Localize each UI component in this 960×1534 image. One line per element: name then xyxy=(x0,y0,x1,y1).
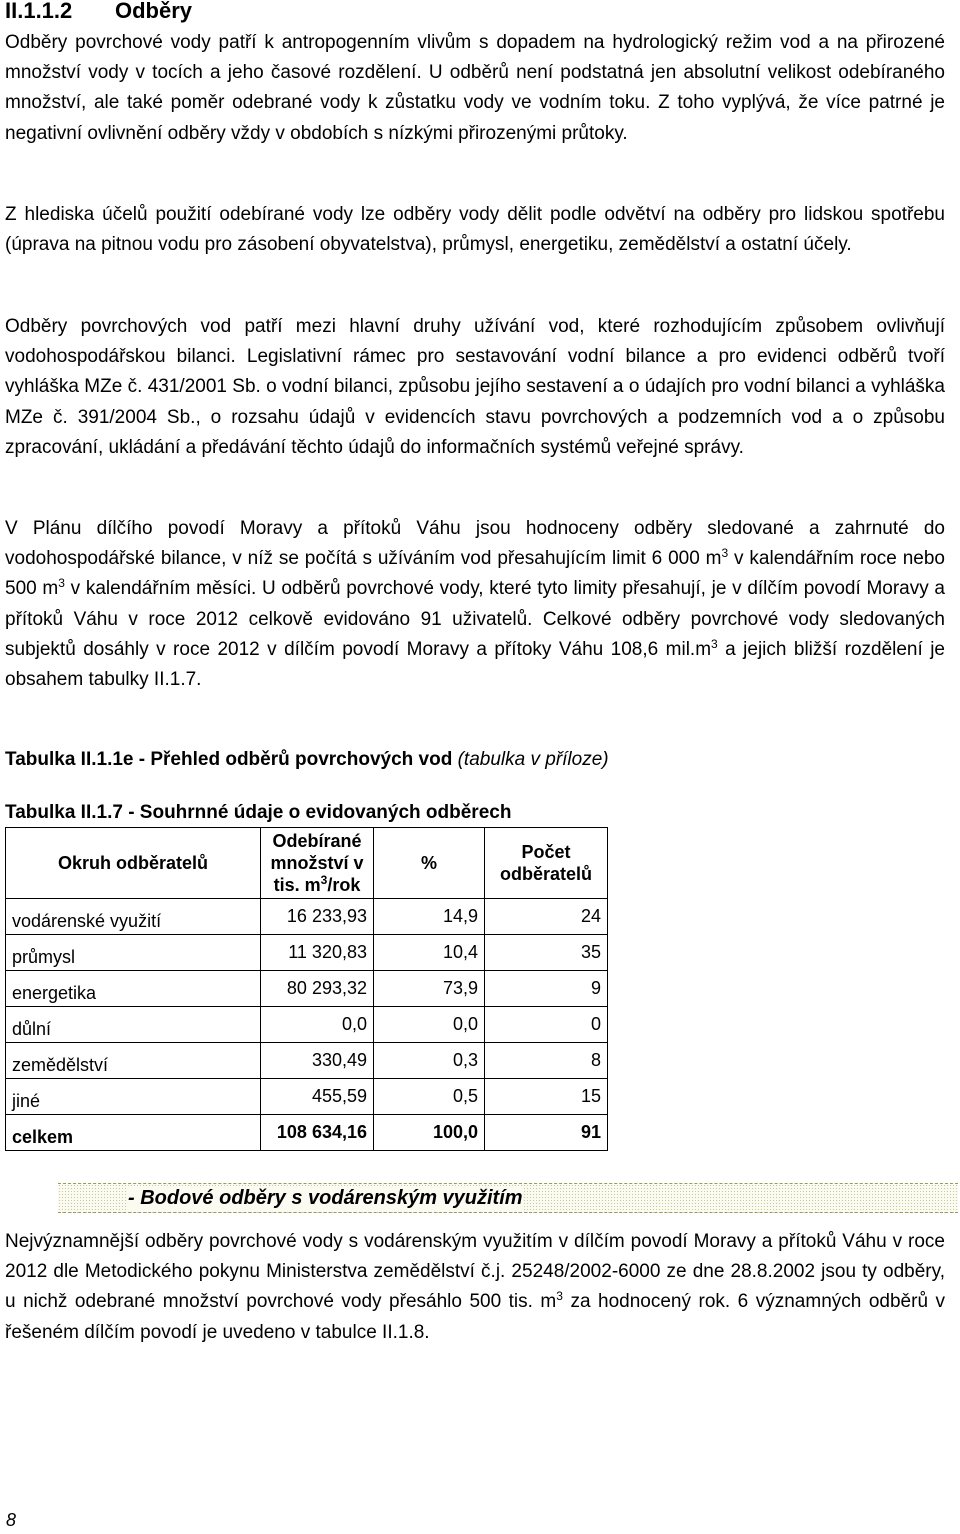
table-reference xyxy=(5,747,609,773)
table-row xyxy=(6,971,608,1007)
cell-pct: 0,5 xyxy=(374,1079,485,1115)
section-number: II.1.1.2 xyxy=(5,0,73,23)
table-row xyxy=(6,1079,608,1115)
cell-name: vodárenské využití xyxy=(6,899,261,935)
text-run: v kalendářním roce nebo 500 m xyxy=(5,548,945,600)
paragraph-purposes: Z hlediska účelů použití odebírané vody lze odběry vody dělit podle odvětví na odběry pro lidskou spotřebu (úprava na pitnou vodu pro zásobení obyvatelstva), průmysl, energetiku, zemědělství a ostatní účely. xyxy=(5,204,945,256)
cell-amount: 16 233,93 xyxy=(261,899,374,935)
cell-amount: 0,0 xyxy=(261,1007,374,1043)
cell-pct: 73,9 xyxy=(374,971,485,1007)
text-run: za hodnocený rok. 6 významných odběrů v řešeném dílčím povodí je uvedeno v tabulce II.1.8. xyxy=(5,1291,946,1343)
text-run: , o rozsahu údajů v evidencích stavu povrchových a podzemních vod a o způsobu zpracování, ukládání a předávání těchto údajů do informačních systémů veřejné správy. xyxy=(5,406,945,458)
cell-amount: 108 634,16 xyxy=(261,1115,374,1151)
superscript: 3 xyxy=(721,546,729,561)
text-run: a jejich bližší rozdělení je obsahem tabulky II.1.7. xyxy=(5,638,945,691)
paragraph-plan xyxy=(5,514,945,695)
cell-count: 0 xyxy=(485,1007,608,1043)
section-heading xyxy=(5,0,192,26)
header-percent: % xyxy=(374,828,485,899)
cell-amount: 11 320,83 xyxy=(261,935,374,971)
table-total-row xyxy=(6,1115,608,1151)
table-row xyxy=(6,899,608,935)
paragraph-legislation xyxy=(5,312,945,463)
text-run: Nejvýznamnější odběry povrchové vody s vodárenským využitím v dílčím povodí Moravy a přítoků Váhu v roce 2012 dle Metodického pokynu Ministerstva zemědělství č.j. 25248/2002-6000 ze dne 28.8.2002 jsou ty odběry, u nichž odebrané množství povrchové vody přesáhlo 500 tis. m xyxy=(5,1231,945,1313)
cell-name: důlní xyxy=(6,1007,261,1043)
cell-amount: 330,49 xyxy=(261,1043,374,1079)
superscript: 3 xyxy=(58,576,65,591)
text-run: V Plánu dílčího povodí Moravy a přítoků Váhu jsou hodnoceny odběry sledované a zahrnuté do vodohospodářské bilance, v níž se počítá s užíváním vod přesahujícím limit 6 000 m xyxy=(5,518,945,570)
subsection-banner xyxy=(58,1183,958,1213)
header-text: Odebírané množství v tis. m xyxy=(270,831,364,895)
table-header-row xyxy=(6,828,608,899)
page-number: 8 xyxy=(6,1510,17,1530)
cell-pct: 100,0 xyxy=(374,1115,485,1151)
subsection-title: - Bodové odběry s vodárenským využitím xyxy=(128,1187,523,1209)
text-run: Odběry povrchových vod patří mezi hlavní druhy užívání vod, které rozhodujícím způsobem ovlivňují vodohospodářskou bilanci. Legislativní rámec pro sestavování vodní bilance a pro evidenci odběrů tvoří xyxy=(5,316,945,368)
cell-pct: 0,3 xyxy=(374,1043,485,1079)
paragraph-intro: Odběry povrchové vody patří k antropogenním vlivům s dopadem na hydrologický režim vod a na přirozené množství vody v tocích a jeho časové rozdělení. U odběrů není podstatná jen absolutní velikost odebíraného množství, ale také poměr odebrané vody k zůstatku vody ve vodním toku. Z toho vyplývá, že více patrné je negativní ovlivnění odběry vždy v obdobích s nízkými přirozenými průtoky. xyxy=(5,32,945,144)
cell-amount: 455,59 xyxy=(261,1079,374,1115)
header-pocet: Počet odběratelů xyxy=(485,828,608,899)
superscript: 3 xyxy=(711,636,718,651)
section-title: Odběry xyxy=(115,0,193,23)
decree-431: vyhláška MZe č. 431/2001 Sb. xyxy=(5,376,261,398)
table-ref-title: Tabulka II.1.1e - Přehled odběrů povrchových vod xyxy=(5,749,453,770)
cell-count: 24 xyxy=(485,899,608,935)
cell-name: zemědělství xyxy=(6,1043,261,1079)
cell-amount: 80 293,32 xyxy=(261,971,374,1007)
cell-name: průmysl xyxy=(6,935,261,971)
decree-391: vyhláška MZe č. 391/2004 Sb. xyxy=(5,376,945,428)
table-caption: Tabulka II.1.7 - Souhrnné údaje o evidovaných odběrech xyxy=(5,802,512,823)
header-mnozstvi xyxy=(261,828,374,899)
cell-pct: 10,4 xyxy=(374,935,485,971)
superscript: 3 xyxy=(556,1289,563,1304)
table-row xyxy=(6,1043,608,1079)
text-run: o vodní bilanci, způsobu jejího sestavení a o údajích pro vodní bilanci a xyxy=(260,376,872,398)
paragraph-significant-withdrawals xyxy=(5,1227,945,1348)
cell-name: jiné xyxy=(6,1079,261,1115)
superscript: 3 xyxy=(320,873,328,887)
table-row xyxy=(6,1007,608,1043)
cell-count: 9 xyxy=(485,971,608,1007)
table-row xyxy=(6,935,608,971)
table-ref-note: (tabulka v příloze) xyxy=(457,749,609,770)
cell-pct: 14,9 xyxy=(374,899,485,935)
cell-name: energetika xyxy=(6,971,261,1007)
cell-name: celkem xyxy=(6,1115,261,1151)
header-okruh: Okruh odběratelů xyxy=(6,828,261,899)
cell-count: 91 xyxy=(485,1115,608,1151)
cell-count: 35 xyxy=(485,935,608,971)
summary-table xyxy=(5,827,608,1151)
header-text: /rok xyxy=(327,875,361,895)
cell-pct: 0,0 xyxy=(374,1007,485,1043)
text-run: v kalendářním měsíci. U odběrů povrchové vody, které tyto limity přesahují, je v dílčím povodí Moravy a přítoků Váhu v roce 2012 celkově evidováno 91 uživatelů. Celkové odběry povrchové vody sledovaných subjektů dosáhly v roce 2012 v dílčím povodí Moravy a přítoky Váhu 108,6 mil.m xyxy=(5,578,946,660)
cell-count: 8 xyxy=(485,1043,608,1079)
cell-count: 15 xyxy=(485,1079,608,1115)
